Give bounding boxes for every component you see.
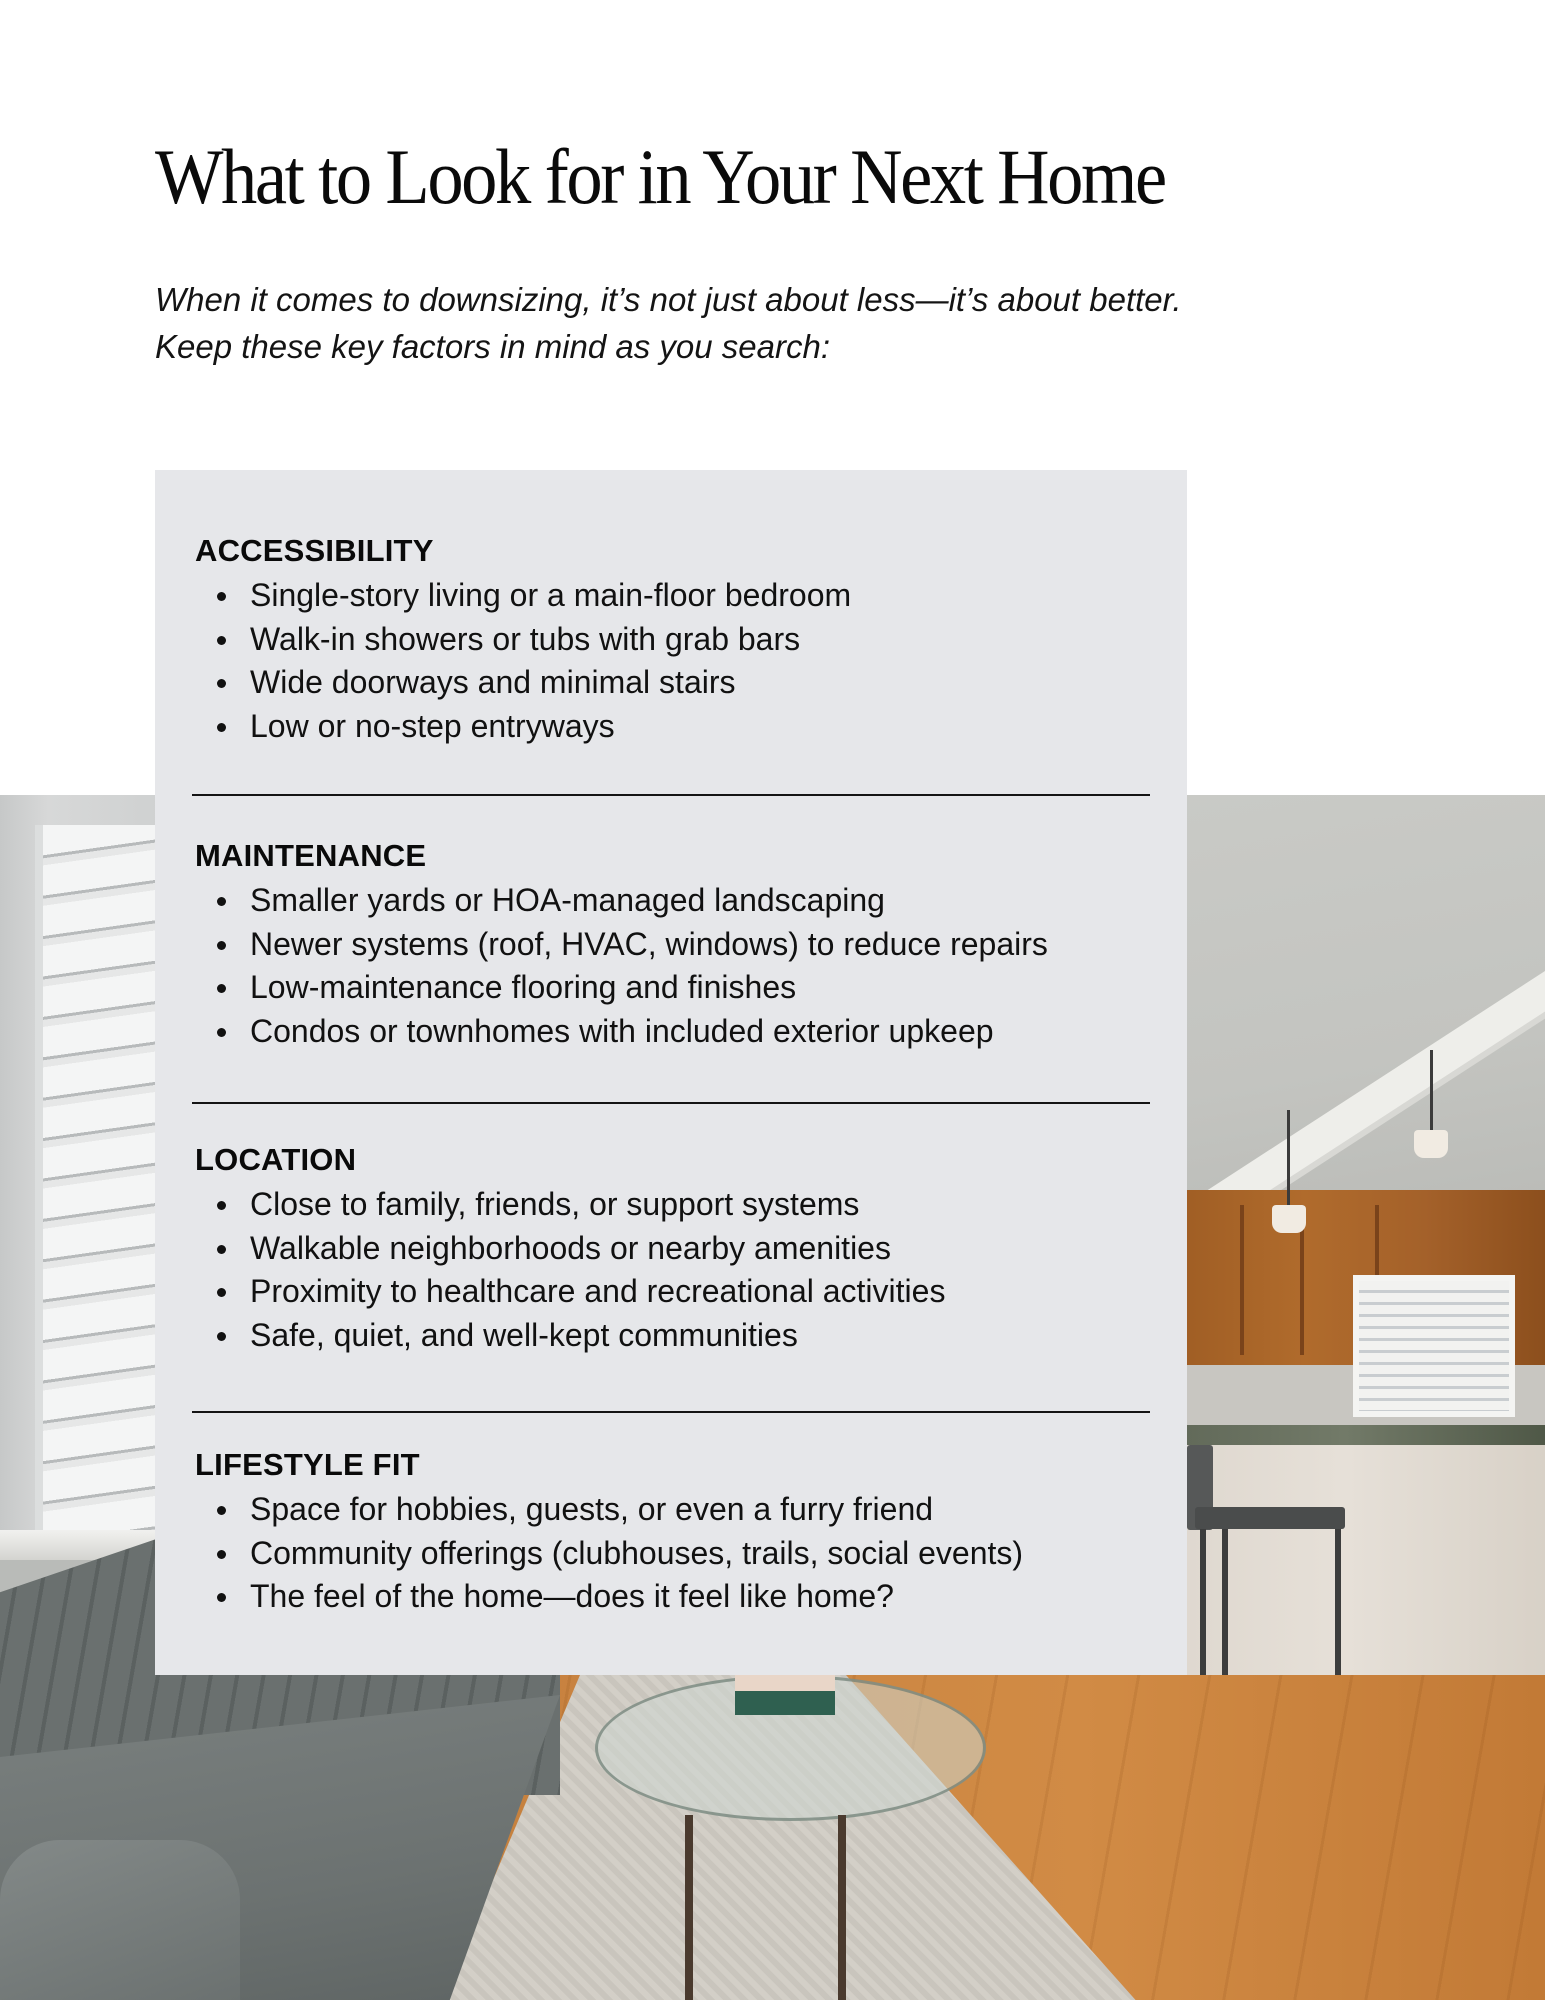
bullet-icon xyxy=(217,592,226,601)
list-item: Space for hobbies, guests, or even a furry friend xyxy=(195,1488,1155,1532)
bullet-icon xyxy=(217,636,226,645)
photo-pendant-light xyxy=(1414,1130,1448,1158)
section-list xyxy=(195,879,1155,1053)
section-list xyxy=(195,1183,1155,1357)
list-item: Low-maintenance flooring and finishes xyxy=(195,966,1155,1010)
section-title: LIFESTYLE FIT xyxy=(195,1447,420,1482)
photo-window-shutter xyxy=(35,825,163,1555)
bullet-icon xyxy=(217,679,226,688)
bullet-icon xyxy=(217,1245,226,1254)
list-item: Walkable neighborhoods or nearby amenities xyxy=(195,1227,1155,1271)
section-title: MAINTENANCE xyxy=(195,838,427,873)
intro-line-1: When it comes to downsizing, it’s not just about less—it’s about better. xyxy=(155,281,1182,318)
photo-books xyxy=(735,1675,835,1715)
photo-pendant-rod xyxy=(1430,1050,1433,1130)
photo-table-leg xyxy=(838,1815,846,2000)
section-location xyxy=(195,1141,1155,1357)
bullet-icon xyxy=(217,1028,226,1037)
list-item: Smaller yards or HOA-managed landscaping xyxy=(195,879,1155,923)
section-title: ACCESSIBILITY xyxy=(195,533,434,568)
list-item: Walk-in showers or tubs with grab bars xyxy=(195,618,1155,662)
bullet-icon xyxy=(217,897,226,906)
photo-cabinet-seam xyxy=(1240,1205,1244,1355)
photo-pendant-rod xyxy=(1287,1110,1290,1205)
list-item: Single-story living or a main-floor bedroom xyxy=(195,574,1155,618)
list-item: Wide doorways and minimal stairs xyxy=(195,661,1155,705)
bullet-icon xyxy=(217,1550,226,1559)
bullet-icon xyxy=(217,1332,226,1341)
bullet-icon xyxy=(217,941,226,950)
bullet-icon xyxy=(217,984,226,993)
list-item: Low or no-step entryways xyxy=(195,705,1155,749)
list-item: Newer systems (roof, HVAC, windows) to reduce repairs xyxy=(195,923,1155,967)
bullet-icon xyxy=(217,1506,226,1515)
list-item: Safe, quiet, and well-kept communities xyxy=(195,1314,1155,1358)
section-list xyxy=(195,574,1155,748)
photo-countertop xyxy=(1145,1425,1545,1445)
checklist-card xyxy=(155,470,1187,1675)
section-title: LOCATION xyxy=(195,1142,357,1177)
section-list xyxy=(195,1488,1155,1619)
photo-pendant-light xyxy=(1272,1205,1306,1233)
intro-line-2: Keep these key factors in mind as you search: xyxy=(155,328,831,365)
section-lifestyle-fit xyxy=(195,1446,1155,1619)
photo-kitchen-window xyxy=(1353,1275,1515,1417)
bullet-icon xyxy=(217,1288,226,1297)
bullet-icon xyxy=(217,1593,226,1602)
list-item: Proximity to healthcare and recreational activities xyxy=(195,1270,1155,1314)
page-title: What to Look for in Your Next Home xyxy=(155,133,1165,220)
section-divider xyxy=(192,1102,1150,1104)
section-divider xyxy=(192,1411,1150,1413)
photo-bar-stool-seat xyxy=(1195,1507,1345,1529)
photo-sofa-arm xyxy=(0,1840,240,2000)
bullet-icon xyxy=(217,723,226,732)
section-maintenance xyxy=(195,837,1155,1053)
photo-table-leg xyxy=(685,1815,693,2000)
list-item: Close to family, friends, or support systems xyxy=(195,1183,1155,1227)
section-accessibility xyxy=(195,532,1155,748)
list-item: The feel of the home—does it feel like home? xyxy=(195,1575,1155,1619)
list-item: Condos or townhomes with included exterior upkeep xyxy=(195,1010,1155,1054)
list-item: Community offerings (clubhouses, trails, social events) xyxy=(195,1532,1155,1576)
bullet-icon xyxy=(217,1201,226,1210)
intro-text xyxy=(155,276,1455,370)
section-divider xyxy=(192,794,1150,796)
